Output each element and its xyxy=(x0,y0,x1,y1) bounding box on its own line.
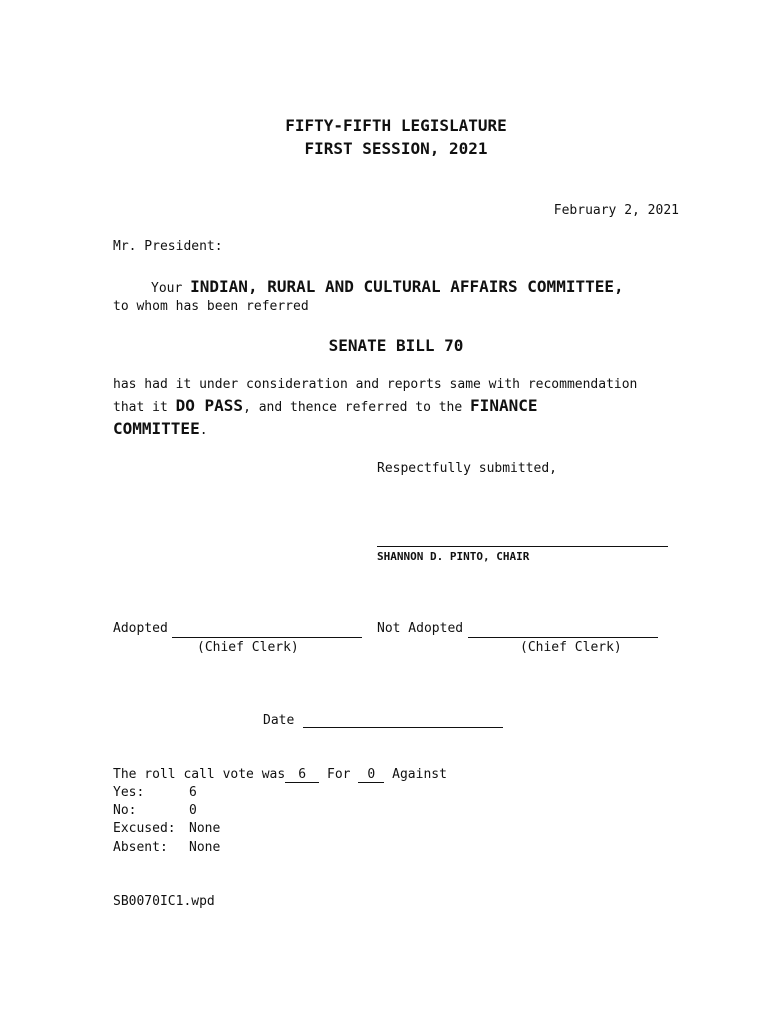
recommendation: DO PASS xyxy=(175,396,244,415)
referral-line: to whom has been referred xyxy=(113,299,309,314)
against-count: 0 xyxy=(358,767,384,783)
adopted-label: Adopted xyxy=(113,621,168,636)
vote-row-no xyxy=(113,803,197,818)
vote-label: Absent: xyxy=(113,840,168,855)
adopted-chief-clerk: (Chief Clerk) xyxy=(197,640,299,655)
vote-row-excused xyxy=(113,821,220,836)
vote-label: Excused: xyxy=(113,821,176,836)
file-name: SB0070IC1.wpd xyxy=(113,894,215,909)
committee-name: INDIAN, RURAL AND CULTURAL AFFAIRS COMMITTEE xyxy=(190,277,614,296)
bill-title: SENATE BILL 70 xyxy=(328,336,464,355)
report-date: February 2, 2021 xyxy=(553,203,679,218)
finance-text: FINANCE xyxy=(470,396,538,415)
committee-intro xyxy=(151,277,624,296)
session-heading: FIRST SESSION, 2021 xyxy=(304,139,488,158)
committee-text: COMMITTEE xyxy=(113,419,200,438)
vote-row-absent xyxy=(113,840,220,855)
signature-name: SHANNON D. PINTO, CHAIR xyxy=(377,550,530,563)
salutation: Mr. President: xyxy=(113,239,223,254)
for-label: For xyxy=(327,767,351,782)
vote-row-yes xyxy=(113,785,197,800)
vote-value: 6 xyxy=(189,785,197,800)
body-line-3 xyxy=(113,419,208,438)
vote-value: None xyxy=(189,821,221,836)
legislature-heading: FIFTY-FIFTH LEGISLATURE xyxy=(285,116,507,135)
vote-label: Yes: xyxy=(113,785,145,800)
committee-comma: , xyxy=(613,277,624,296)
thence-text: , and thence referred to the xyxy=(243,400,463,415)
vote-value: None xyxy=(189,840,221,855)
body-line-2 xyxy=(113,396,537,415)
vote-value: 0 xyxy=(189,803,197,818)
roll-call-prefix: The roll call vote was xyxy=(113,767,286,782)
intro-your: Your xyxy=(151,281,183,296)
not-adopted-chief-clerk: (Chief Clerk) xyxy=(520,640,622,655)
against-label: Against xyxy=(392,767,447,782)
body-line-1: has had it under consideration and reports same with recommendation xyxy=(113,377,638,392)
for-count: 6 xyxy=(285,767,319,783)
signature-line xyxy=(377,546,668,547)
that-it-text: that it xyxy=(113,400,168,415)
date-line xyxy=(303,727,503,728)
closing: Respectfully submitted, xyxy=(377,461,558,476)
roll-call-summary xyxy=(113,767,447,783)
not-adopted-label: Not Adopted xyxy=(377,621,464,636)
not-adopted-line xyxy=(468,637,658,638)
adopted-line xyxy=(172,637,362,638)
date-label: Date xyxy=(263,713,295,728)
vote-label: No: xyxy=(113,803,137,818)
period: . xyxy=(199,423,208,438)
